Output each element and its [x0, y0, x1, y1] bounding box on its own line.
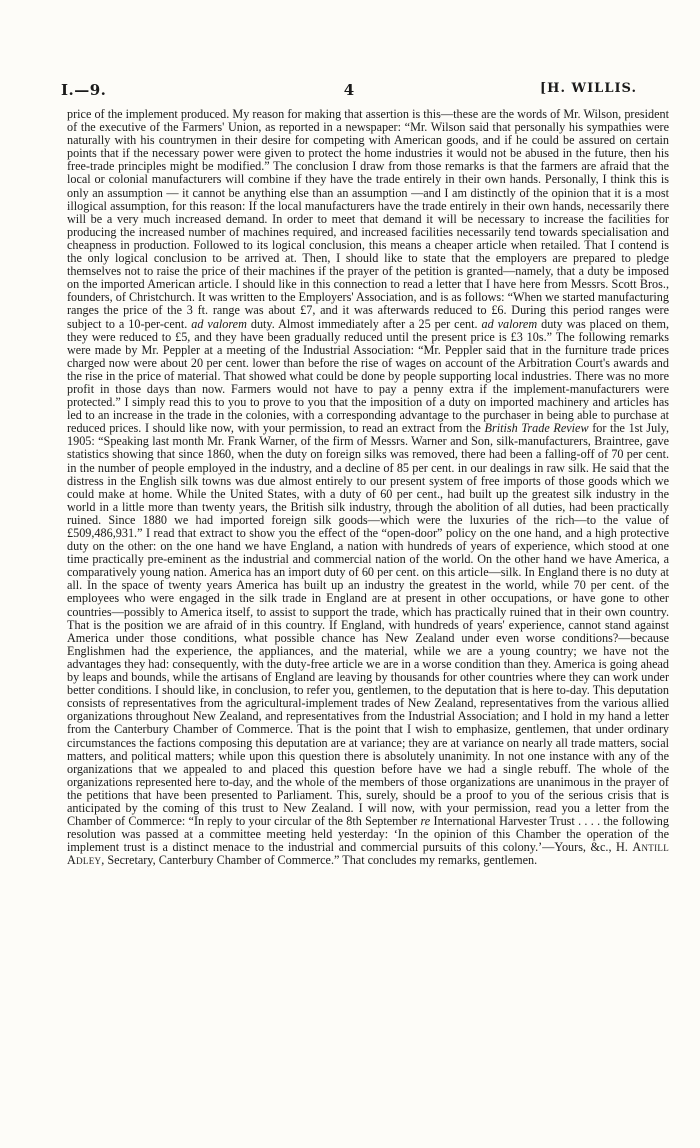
text-run: for the 1st July, 1905: “Speaking last month Mr. Frank Warner, of the firm of Messrs. Warner and Son, silk-manufacturers, Braintree, gave statistics showing that since 1860, when the duty on foreign silks was removed, there had been a falling-off of 70 per cent. in the number of people employed in the industry, and a decline of 85 per cent. in our dealings in raw silk. He said that the distress in the English silk towns was due almost entirely to our present system of free imports of those goods which we could make at home. While the United States, with a duty of 60 per cent., had built up the greatest silk industry in the world in a little more than twenty years, the British silk industry, through the abolition of all duties, had been practically ruined. Since 1880 we had imported foreign silk goods—which were the luxuries of the rich—to the value of £509,486,931.” I read that extract to show you the effect of the “open-door” policy on the one hand, and a high protective duty on the other: on the one hand we have England, a nation with hundreds of years of experience, which stood at one time practically pre-eminent as the industrial and commercial nation of the world. On the other hand we have America, a comparatively young nation. America has an import duty of 60 per cent. on this article—silk. In England there is no duty at all. In the space of twenty years America has built up an industry the greatest in the world, while 70 per cent. of the employees who were engaged in the silk trade in England are at present in other occupations, or have gone to other countries—possibly to America itself, to assist to support the trade, which has practically ruined that in their own country. That is the position we are afraid of in this country. If England, with hundreds of years' experience, cannot stand against America under those conditions, what possible chance has New Zealand under even worse conditions?—because Englishmen had the experience, the appliances, and the material, while we are a young country; we have not the advantages they had: consequently, with the duty-free article we are in a worse condition than they. America is going ahead by leaps and bounds, while the artisans of England are leaving by thousands for other countries where they can work under better conditions. I should like, in conclusion, to refer you, gentlemen, to the deputation that is here to-day. This deputation consists of representatives from the agricultural-implement trades of New Zealand, representatives from the various allied organizations throughout New Zealand, and representatives from the Industrial Association; and I hold in my hand a letter from the Canterbury Chamber of Commerce. That is the point that I wish to emphasize, gentlemen, that under ordinary circumstances the factions composing this deputation are at variance; they are at variance on nearly all trade matters, social matters, and political matters; while upon this question there is absolutely unanimity. In not one instance with any of the organizations that we appealed to and placed this question before have we had a single rebuff. The whole of the organizations represented here to-day, and the whole of the members of those organizations are unanimous in the prayer of the petitions that have been presented to Parliament. This, surely, should be a proof to you of the serious crisis that is anticipated by the coming of this trust to New Zealand. I will now, with your permission, read you a letter from the Chamber of Commerce: “In reply to your circular of the 8th September: [67, 421, 670, 829]
page-number: 4: [343, 81, 355, 99]
body-text: [67, 108, 669, 867]
italic-phrase: re: [420, 814, 431, 829]
body-paragraph: [67, 108, 669, 867]
text-run: , Secretary, Canterbury Chamber of Commerce.” That concludes my remarks, gentlemen.: [101, 853, 538, 868]
publication-title: British Trade Review: [484, 421, 589, 436]
italic-phrase: ad valorem: [481, 316, 538, 331]
italic-phrase: ad valorem: [191, 316, 247, 331]
paper-reference: I.—9.: [61, 81, 107, 99]
text-run: duty was placed on them, they were reduced to £5, and they have been gradually reduced until the present price is £3 10s.” The following remarks were made by Mr. Peppler at a meeting of the Industrial Association: “Mr. Peppler said that in the furniture trade prices charged now were about 20 per cent. lower than before the rise of wages on account of the Arbitration Court's awards and the rise in the price of material. That showed what could be done by people supporting local industries. There was no more profit in those days than now. Farmers would not have to pay a penny extra if the implement-manufacturers were protected.” I simply read this to you to prove to you that the imposition of a duty on imported machinery and articles has led to an increase in the trade in the colonies, with a corresponding advantage to the purchaser in being able to purchase at reduced prices. I should like now, with your permission, to read an extract from the: [67, 316, 669, 436]
signatory-name: Antill Adley: [67, 840, 669, 868]
text-run: price of the implement produced. My reason for making that assertion is this—these are the words of Mr. Wilson, president of the executive of the Farmers' Union, as reported in a newspaper: “Mr. Wilson said that personally his sympathies were naturally with his countrymen in their desire for competing with American goods, and if he could be assured on certain points that if the necessary power were given to protect the home industries it would not be abused in the future, then his free-trade principles might be modified.” The conclusion I draw from those remarks is that the farmers are afraid that the local or colonial manufacturers will combine if they have the trade entirely in their own hands. Personally, I think this is only an assumption — it cannot be anything else than an assumption —and I am distinctly of the opinion that it is a most illogical assumption, for this reason: If the local manufacturers have the trade entirely in their own hands, necessarily there will be a very much increased demand. In order to meet that demand it will be necessary to increase the facilities for producing the increased number of machines required, and increased facilities necessarily tend towards specialisation and cheapness in production. Followed to its logical conclusion, this means a cheaper article when retailed. That I contend is the only logical conclusion to be arrived at. Then, I should like to state that the employers are prepared to pledge themselves not to raise the price of their machines if the prayer of the petition is granted—namely, that a duty be imposed on the imported American article. I should like in this connection to read a letter that I have here from Messrs. Scott Bros., founders, of Christchurch. It was written to the Employers' Association, and is as follows: “When we started manufacturing ranges the price of the 3 ft. range was about £7, and it was afterwards reduced to £6. During this period ranges were subject to a 10-per-cent.: [67, 107, 669, 331]
page-header: [61, 81, 637, 105]
text-run: International Harvester Trust . . . . the following resolution was passed at a committee meeting held yesterday: ‘In the opinion of this Chamber the operation of the implement trust is a distinct menace to the industrial and commercial pursuits of this colony.’—Yours, &c., H.: [67, 814, 669, 855]
speaker-name: [H. WILLIS.: [540, 81, 637, 96]
text-run: duty. Almost immediately after a 25 per cent.: [250, 316, 478, 331]
